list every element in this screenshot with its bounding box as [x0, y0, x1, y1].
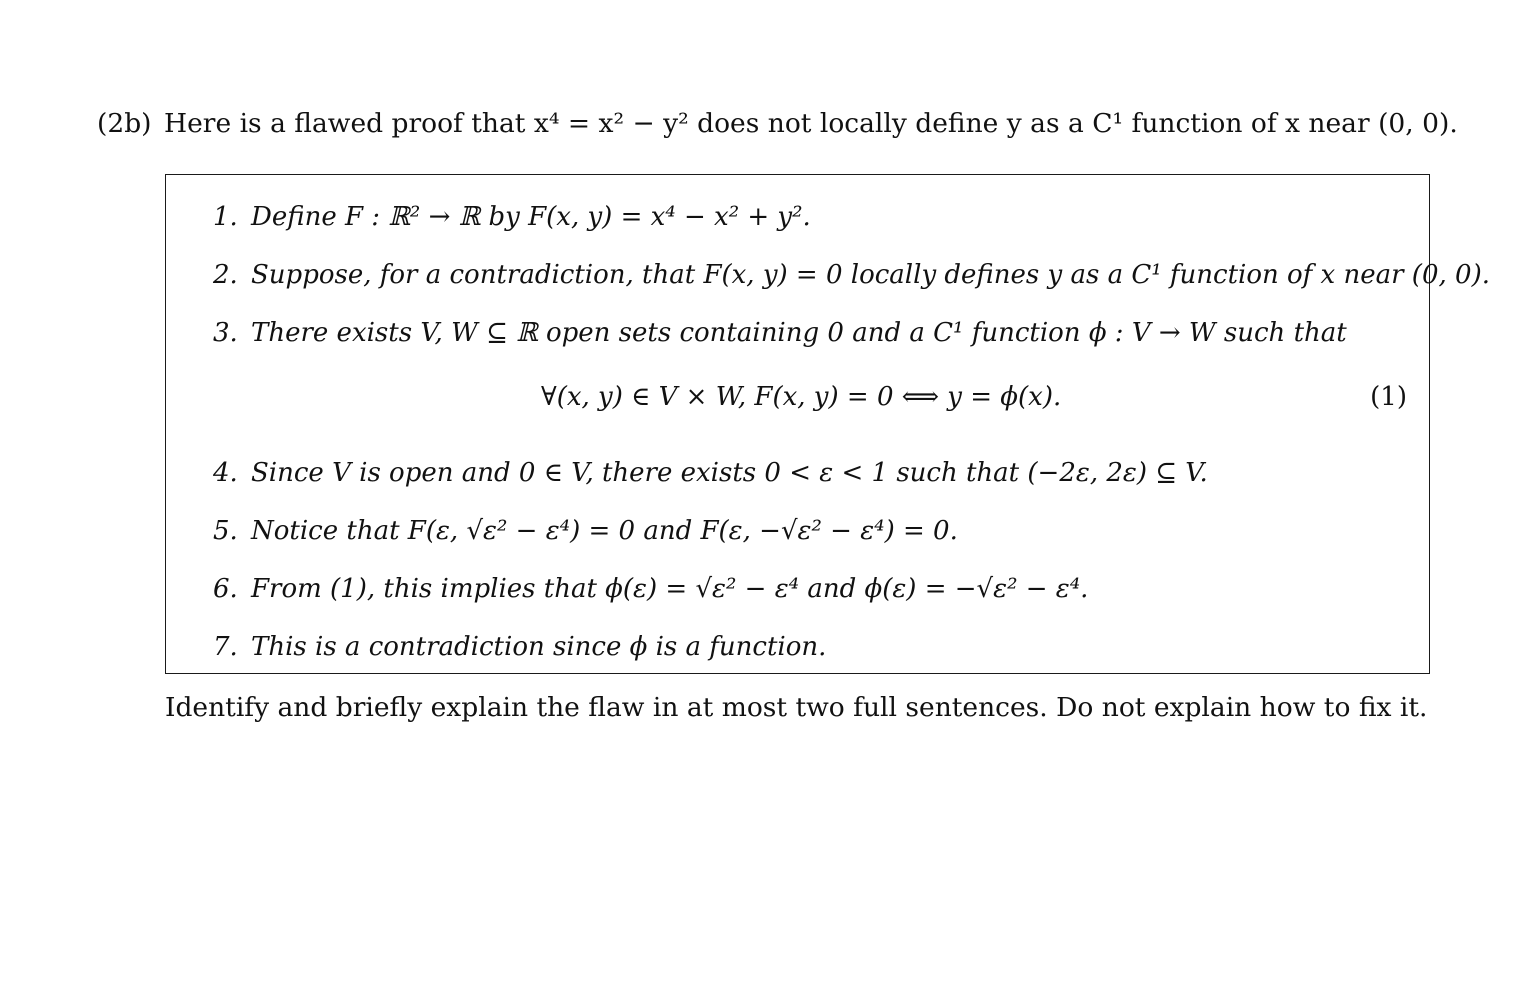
problem-intro: Here is a flawed proof that x⁴ = x² − y² does not locally define y as a C¹ function of x near (0, 0).: [164, 108, 1458, 139]
proof-step-5: [213, 511, 958, 551]
step-text: There exists V, W ⊆ ℝ open sets containing 0 and a C¹ function ϕ : V → W such that: [251, 318, 1347, 348]
instructions: Identify and briefly explain the flaw in at most two full sentences. Do not explain how to fix it.: [165, 692, 1428, 723]
proof-step-1: [213, 197, 811, 237]
equation-label: (1): [1370, 382, 1407, 412]
step-number: 6.: [213, 574, 238, 604]
step-text: This is a contradiction since ϕ is a function.: [251, 632, 827, 662]
proof-step-3: [213, 313, 1347, 353]
proof-box: [165, 174, 1490, 674]
step-number: 4.: [213, 458, 238, 488]
step-text: Since V is open and 0 ∈ V, there exists 0 < ε < 1 such that (−2ε, 2ε) ⊆ V.: [251, 458, 1208, 488]
step-number: 1.: [213, 202, 238, 232]
problem-tag: (2b): [97, 108, 152, 139]
proof-step-4: [213, 453, 1208, 493]
step-number: 2.: [213, 260, 238, 290]
step-number: 3.: [213, 318, 238, 348]
step-text: Define F : ℝ² → ℝ by F(x, y) = x⁴ − x² + y².: [251, 202, 811, 232]
problem-statement: [97, 104, 1458, 144]
step-number: 7.: [213, 632, 238, 662]
proof-step-2: [213, 255, 1490, 295]
display-equation: ∀(x, y) ∈ V × W, F(x, y) = 0 ⟺ y = ϕ(x).: [541, 382, 1062, 412]
proof-step-6: [213, 569, 1088, 609]
step-number: 5.: [213, 516, 238, 546]
step-text: From (1), this implies that ϕ(ε) = √ε² − ε⁴ and ϕ(ε) = −√ε² − ε⁴.: [251, 574, 1089, 604]
step-text: Notice that F(ε, √ε² − ε⁴) = 0 and F(ε, −√ε² − ε⁴) = 0.: [251, 516, 958, 546]
proof-step-7: [213, 627, 826, 667]
step-text: Suppose, for a contradiction, that F(x, y) = 0 locally defines y as a C¹ function of x near (0, 0).: [251, 260, 1490, 290]
